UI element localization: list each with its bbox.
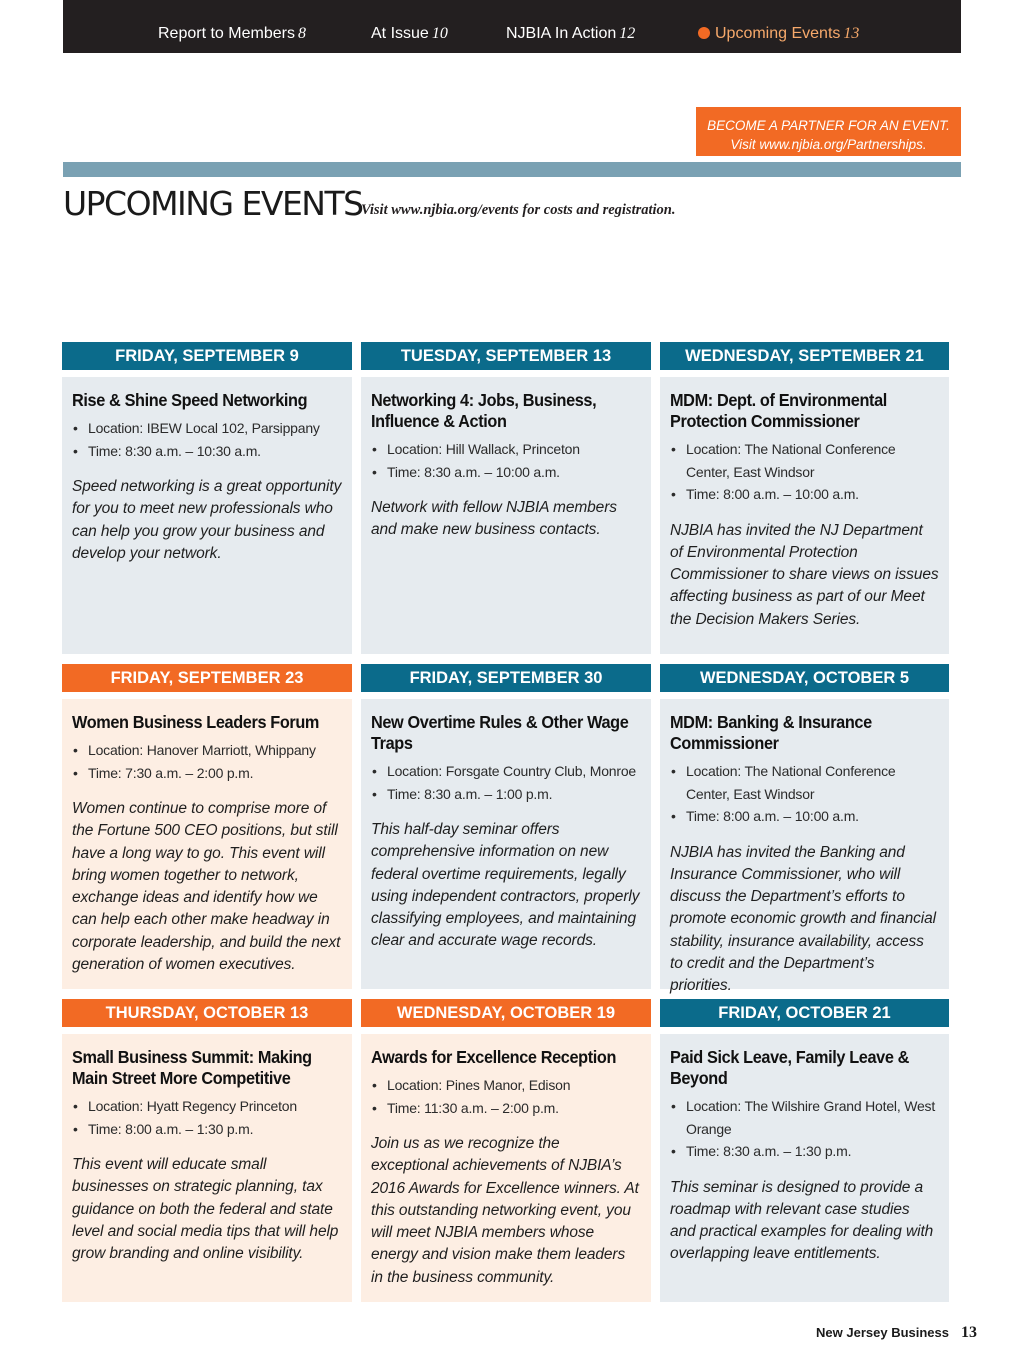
event-details <box>72 417 342 462</box>
event-title: New Overtime Rules & Other Wage Traps <box>371 712 629 753</box>
event-date-header: WEDNESDAY, SEPTEMBER 21 <box>660 342 949 370</box>
event-date-header: FRIDAY, SEPTEMBER 9 <box>62 342 352 370</box>
event-location: • Location: Hill Wallack, Princeton <box>371 438 641 461</box>
event-card <box>361 1034 651 1302</box>
event-time: • Time: 8:30 a.m. – 1:00 p.m. <box>371 783 641 806</box>
nav-page-number: 13 <box>843 25 860 42</box>
event-description: This event will educate small businesses on strategic planning, tax guidance on both the federal and state level and social media tips that will help grow branding and online visibility. <box>72 1156 339 1263</box>
partner-callout[interactable] <box>696 107 961 156</box>
event-details <box>371 760 641 805</box>
page-footer <box>816 1324 977 1342</box>
event-details <box>72 1095 342 1140</box>
event-location: • Location: Hyatt Regency Princeton <box>72 1095 342 1118</box>
event-time: • Time: 7:30 a.m. – 2:00 p.m. <box>72 762 342 785</box>
event-date-header: FRIDAY, SEPTEMBER 23 <box>62 664 352 692</box>
event-title: Awards for Excellence Reception <box>371 1047 617 1067</box>
event-location: • Location: Forsgate Country Club, Monroe <box>371 760 641 783</box>
event-description: This seminar is designed to provide a roadmap with relevant case studies and practical examples for dealing with overlapping leave entitlements. <box>670 1178 934 1263</box>
event-description: This half-day seminar offers comprehensive information on new federal overtime requirements, legally using independent contractors, properly classifying employees, and maintaining clear and accurate wage records. <box>371 821 640 950</box>
event-time: • Time: 8:00 a.m. – 1:30 p.m. <box>72 1118 342 1141</box>
event-description: Join us as we recognize the exceptional achievements of NJBIA’s 2016 Awards for Excellence winners. At this outstanding networking event, you will meet NJBIA members whose energy and vision make them leaders in the business community. <box>371 1135 639 1286</box>
partner-callout-heading: BECOME A PARTNER FOR AN EVENT. <box>707 118 950 133</box>
nav-label: At Issue <box>371 25 429 42</box>
event-location: • Location: IBEW Local 102, Parsippany <box>72 417 342 440</box>
event-title: MDM: Banking & Insurance Commissioner <box>670 712 872 753</box>
event-time: • Time: 8:30 a.m. – 10:30 a.m. <box>72 440 342 463</box>
event-date-header: FRIDAY, OCTOBER 21 <box>660 999 949 1027</box>
event-location: • Location: Pines Manor, Edison <box>371 1074 641 1097</box>
event-time: • Time: 11:30 a.m. – 2:00 p.m. <box>371 1097 641 1120</box>
nav-label: Report to Members <box>158 25 295 42</box>
event-description: NJBIA has invited the Banking and Insurance Commissioner, who will discuss the Department’s efforts to promote economic growth and financial stability, insurance availability, access to credit and the Department’s priorities. <box>670 843 936 995</box>
event-time: • Time: 8:00 a.m. – 10:00 a.m. <box>670 483 939 506</box>
publication-name: New Jersey Business <box>816 1325 949 1340</box>
partner-callout-link[interactable]: Visit www.njbia.org/Partnerships. <box>730 137 927 152</box>
nav-page-number: 8 <box>297 25 306 42</box>
nav-page-number: 10 <box>431 25 448 42</box>
event-location: • Location: The Wilshire Grand Hotel, West Orange <box>670 1095 939 1140</box>
nav-label: NJBIA In Action <box>506 25 617 42</box>
event-details <box>371 438 641 483</box>
event-card <box>660 377 949 654</box>
event-card <box>361 377 651 654</box>
current-section-dot-icon <box>698 27 710 39</box>
page-number: 13 <box>961 1324 977 1341</box>
event-title: Networking 4: Jobs, Business, Influence & Action <box>371 390 597 431</box>
event-description: Speed networking is a great opportunity for you to meet new professionals who can help you grow your business and develop your network. <box>72 478 342 562</box>
nav-item-njbia-in-action[interactable] <box>506 25 635 43</box>
event-location: • Location: The National Conference Center, East Windsor <box>670 760 939 805</box>
event-time: • Time: 8:00 a.m. – 10:00 a.m. <box>670 805 939 828</box>
event-description: Network with fellow NJBIA members and make new business contacts. <box>371 499 617 539</box>
event-date-header: WEDNESDAY, OCTOBER 5 <box>660 664 949 692</box>
nav-item-upcoming-events[interactable] <box>698 25 859 43</box>
page-title: UPCOMING EVENTS <box>63 184 363 223</box>
event-date-header: FRIDAY, SEPTEMBER 30 <box>361 664 651 692</box>
event-location: • Location: The National Conference Center, East Windsor <box>670 438 939 483</box>
top-nav-bar <box>63 0 961 53</box>
event-title: Women Business Leaders Forum <box>72 712 320 732</box>
event-date-header: TUESDAY, SEPTEMBER 13 <box>361 342 651 370</box>
nav-label: Upcoming Events <box>715 25 841 42</box>
event-location: • Location: Hanover Marriott, Whippany <box>72 739 342 762</box>
event-card <box>62 699 352 989</box>
nav-page-number: 12 <box>619 25 636 42</box>
event-date-header: WEDNESDAY, OCTOBER 19 <box>361 999 651 1027</box>
nav-item-at-issue[interactable] <box>371 25 448 43</box>
event-time: • Time: 8:30 a.m. – 10:00 a.m. <box>371 461 641 484</box>
event-description: NJBIA has invited the NJ Department of Environmental Protection Commissioner to share views on issues affecting business as part of our Meet the Decision Makers Series. <box>670 521 939 628</box>
event-card <box>660 1034 949 1302</box>
event-date-header: THURSDAY, OCTOBER 13 <box>62 999 352 1027</box>
nav-item-report-to-members[interactable] <box>158 25 306 43</box>
event-title: Small Business Summit: Making Main Street More Competitive <box>72 1047 312 1088</box>
event-card <box>62 1034 352 1302</box>
event-title: MDM: Dept. of Environmental Protection Commissioner <box>670 390 887 431</box>
event-title: Paid Sick Leave, Family Leave & Beyond <box>670 1047 910 1088</box>
event-details <box>72 739 342 784</box>
event-card <box>361 699 651 989</box>
event-description: Women continue to comprise more of the Fortune 500 CEO positions, but still have a long way to go. This event will bring women together to network, exchange ideas and identify how we can help each other make headway in corporate leadership, and build the next generation of women executives. <box>72 800 341 974</box>
event-card <box>660 699 949 995</box>
event-card <box>62 377 352 654</box>
event-title: Rise & Shine Speed Networking <box>72 390 308 410</box>
registration-note: Visit www.njbia.org/events for costs and registration. <box>361 202 676 218</box>
section-divider <box>63 162 961 177</box>
event-time: • Time: 8:30 a.m. – 1:30 p.m. <box>670 1140 939 1163</box>
event-details <box>670 438 939 506</box>
event-details <box>371 1074 641 1119</box>
event-details <box>670 1095 939 1163</box>
event-details <box>670 760 939 828</box>
